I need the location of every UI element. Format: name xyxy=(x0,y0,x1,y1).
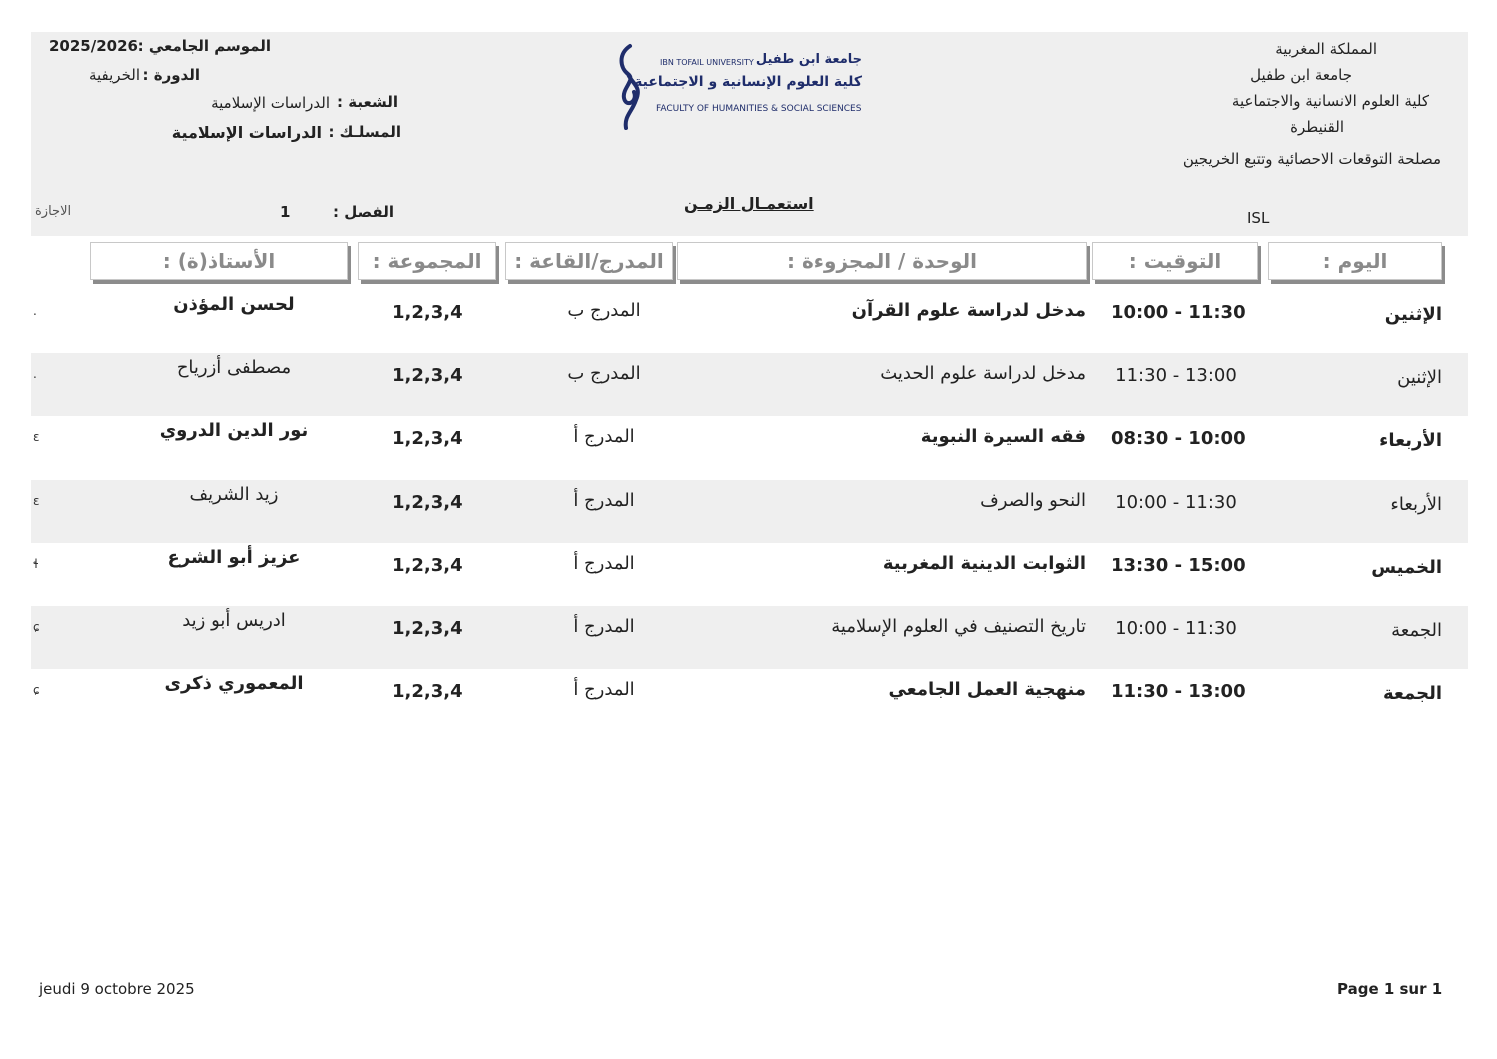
institution-block xyxy=(1231,36,1429,140)
page-number: Page 1 sur 1 xyxy=(1337,980,1443,998)
row-module: مدخل لدراسة علوم القرآن xyxy=(851,300,1086,321)
row-clipped-edge: ε xyxy=(33,494,40,508)
row-time: 11:30 - 13:00 xyxy=(1115,365,1237,386)
row-day: الجمعة xyxy=(1382,683,1442,704)
semester-label: الفصل : xyxy=(333,203,394,221)
row-professor: عزيز أبو الشرع xyxy=(167,547,301,568)
table-row xyxy=(31,669,1468,732)
row-time: 08:30 - 10:00 xyxy=(1111,428,1246,449)
row-module: فقه السيرة النبوية xyxy=(920,426,1086,447)
row-group: 1,2,3,4 xyxy=(392,618,463,639)
row-group: 1,2,3,4 xyxy=(392,302,463,323)
table-row xyxy=(31,543,1468,606)
row-time: 10:00 - 11:30 xyxy=(1115,492,1237,513)
row-clipped-edge: ɬ xyxy=(33,557,39,571)
logo-arabic-line1: جامعة ابن طفيل xyxy=(755,52,862,67)
table-row xyxy=(31,290,1468,353)
column-header-time: التوقيت : xyxy=(1092,242,1258,280)
column-header-professor: الأستاذ(ة) : xyxy=(90,242,348,280)
institution-line: جامعة ابن طفيل xyxy=(1250,66,1352,84)
row-room: المدرج أ xyxy=(573,490,635,511)
program-code: ISL xyxy=(1247,209,1270,227)
row-professor: مصطفى أزرياح xyxy=(176,357,292,378)
semester-value: 1 xyxy=(280,203,291,221)
row-day: الإثنين xyxy=(1397,367,1442,388)
row-module: الثوابت الدينية المغربية xyxy=(882,553,1086,574)
table-row xyxy=(31,416,1468,479)
column-header-day: اليوم : xyxy=(1268,242,1442,280)
row-group: 1,2,3,4 xyxy=(392,681,463,702)
university-logo xyxy=(612,40,864,132)
row-day: الأربعاء xyxy=(1379,430,1442,451)
service-name: مصلحة التوقعات الاحصائية وتتبع الخريجين xyxy=(1182,150,1441,168)
row-module: منهجية العمل الجامعي xyxy=(888,679,1086,700)
track-value: الدراسات الإسلامية xyxy=(171,123,322,142)
row-module: النحو والصرف xyxy=(980,490,1086,511)
row-module: مدخل لدراسة علوم الحديث xyxy=(880,363,1086,384)
institution-line: كلية العلوم الانسانية والاجتماعية xyxy=(1231,92,1429,110)
row-day: الجمعة xyxy=(1391,620,1442,641)
row-professor: ادريس أبو زيد xyxy=(182,610,286,631)
row-room: المدرج ب xyxy=(567,300,641,321)
column-header-group: المجموعة : xyxy=(358,242,496,280)
table-row xyxy=(31,606,1468,669)
row-time: 11:30 - 13:00 xyxy=(1111,681,1246,702)
column-header-room: المدرج/القاعة : xyxy=(505,242,673,280)
season-label: الموسم الجامعي : xyxy=(137,37,271,55)
row-professor: زيد الشريف xyxy=(189,484,279,505)
row-clipped-edge: ɕ xyxy=(33,683,40,697)
row-day: الأربعاء xyxy=(1390,494,1442,515)
row-professor: المعموري ذكرى xyxy=(164,673,304,694)
row-room: المدرج أ xyxy=(573,426,635,447)
row-clipped-edge: . xyxy=(33,367,37,381)
row-room: المدرج أ xyxy=(573,679,635,700)
row-time: 13:30 - 15:00 xyxy=(1111,555,1246,576)
row-group: 1,2,3,4 xyxy=(392,365,463,386)
row-room: المدرج ب xyxy=(567,363,641,384)
row-time: 10:00 - 11:30 xyxy=(1111,302,1246,323)
logo-arabic-line2: كلية العلوم الإنسانية و الاجتماعية xyxy=(634,74,862,90)
institution-line: القنيطرة xyxy=(1290,118,1344,136)
row-day: الخميس xyxy=(1371,557,1442,578)
track-label: المسلـك : xyxy=(328,123,401,141)
institution-line: المملكة المغربية xyxy=(1275,40,1377,58)
row-time: 10:00 - 11:30 xyxy=(1115,618,1237,639)
table-row xyxy=(31,480,1468,543)
row-room: المدرج أ xyxy=(573,616,635,637)
logo-latin-line1: IBN TOFAIL UNIVERSITY xyxy=(660,58,754,67)
row-professor: نور الدين الدروي xyxy=(159,420,309,441)
row-professor: لحسن المؤذن xyxy=(173,294,295,315)
row-clipped-edge: ε xyxy=(33,430,40,444)
session-value: الخريفية xyxy=(88,66,140,84)
row-clipped-edge: ɕ xyxy=(33,620,40,634)
schedule-title: استعمـال الزمـن xyxy=(684,194,814,213)
branch-value: الدراسات الإسلامية xyxy=(211,94,330,112)
session-label: الدورة : xyxy=(142,66,200,84)
row-group: 1,2,3,4 xyxy=(392,492,463,513)
column-header-module: الوحدة / المجزوءة : xyxy=(677,242,1087,280)
season-value: 2025/2026 xyxy=(49,37,138,55)
branch-label: الشعبة : xyxy=(337,93,398,111)
row-group: 1,2,3,4 xyxy=(392,428,463,449)
table-row xyxy=(31,353,1468,416)
print-date: jeudi 9 octobre 2025 xyxy=(39,980,195,998)
logo-latin-line2: FACULTY OF HUMANITIES & SOCIAL SCIENCES xyxy=(656,104,862,114)
row-clipped-edge: . xyxy=(33,304,37,318)
row-group: 1,2,3,4 xyxy=(392,555,463,576)
degree-label: الاجازة xyxy=(35,204,72,219)
row-module: تاريخ التصنيف في العلوم الإسلامية xyxy=(831,616,1086,637)
row-room: المدرج أ xyxy=(573,553,635,574)
row-day: الإثنين xyxy=(1384,304,1442,325)
